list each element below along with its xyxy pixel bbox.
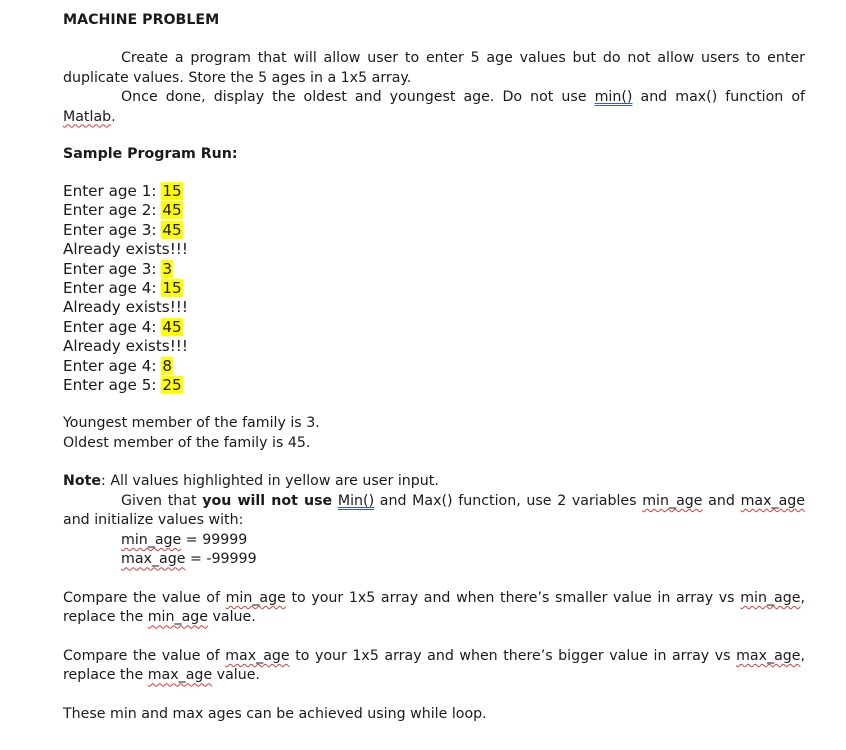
note-text: and Max() function, use 2 variables <box>374 492 643 509</box>
run-prompt: Enter age 3: <box>63 259 162 278</box>
run-line <box>63 279 805 298</box>
note-text: and initialize values with: <box>63 512 244 529</box>
note-emphasis: you will not use <box>202 492 333 509</box>
run-prompt: Enter age 1: <box>63 182 162 200</box>
min-age-term: min_age <box>225 589 286 606</box>
max-age-term: max_age <box>121 551 186 568</box>
run-prompt: Enter age 2: <box>63 201 162 220</box>
matlab-term: Matlab <box>63 108 112 125</box>
intro-paragraph-2 <box>63 88 805 127</box>
run-message: Already exists!!! <box>63 240 188 259</box>
user-input: 45 <box>162 317 182 336</box>
init-min-line <box>121 531 805 551</box>
note-label: Note <box>63 473 102 490</box>
run-line <box>63 357 805 376</box>
intro-paragraph-1: Create a program that will allow user to enter 5 age values but do not allow users to enter duplicate values. Store the 5 ages in a 1x5 array. <box>63 50 805 86</box>
max-age-term: max_age <box>225 647 290 664</box>
sample-run-block <box>63 182 805 395</box>
user-input: 3 <box>162 259 172 278</box>
closing-line: These min and max ages can be achieved using while loop. <box>63 705 487 722</box>
init-min-value: = 99999 <box>181 531 248 548</box>
user-input: 15 <box>162 182 182 200</box>
run-line <box>63 221 805 240</box>
init-max-line <box>121 550 805 570</box>
max-age-term: max_age <box>740 492 805 509</box>
min-age-term: min_age <box>740 589 801 606</box>
run-line <box>63 298 805 317</box>
user-input: 15 <box>162 278 182 297</box>
run-line <box>63 182 805 201</box>
spacer <box>63 686 805 705</box>
min-age-term: min_age <box>147 609 209 626</box>
run-prompt: Enter age 4: <box>63 278 162 297</box>
body-text: Compare the value of <box>63 589 226 606</box>
compare-max-paragraph <box>63 647 805 686</box>
run-line <box>63 260 805 279</box>
spacer <box>63 453 805 472</box>
note-text: and <box>702 492 741 509</box>
user-input: 8 <box>162 356 172 375</box>
run-line <box>63 201 805 220</box>
note-given-paragraph <box>63 492 805 531</box>
spacer <box>63 570 805 589</box>
init-values-block <box>63 531 805 570</box>
document-page <box>63 10 805 724</box>
min-function-term: min() <box>594 89 633 105</box>
spacer <box>63 395 805 414</box>
document-heading: MACHINE PROBLEM <box>63 12 220 28</box>
user-input: 25 <box>162 375 182 394</box>
min-age-term: min_age <box>121 531 182 548</box>
intro-text: . <box>111 108 116 125</box>
body-text: , replace the <box>63 647 806 684</box>
spacer <box>63 30 805 49</box>
init-max-value: = -99999 <box>185 551 257 568</box>
run-line <box>63 318 805 337</box>
body-text: value. <box>208 609 256 626</box>
user-input: 45 <box>162 201 182 220</box>
run-prompt: Enter age 5: <box>63 375 162 394</box>
run-prompt: Enter age 4: <box>63 356 162 375</box>
run-message: Already exists!!! <box>63 298 188 317</box>
spacer <box>63 164 805 182</box>
body-text: to your 1x5 array and when there’s bigger value in array vs <box>289 647 737 664</box>
note-line <box>63 472 805 492</box>
run-line <box>63 337 805 356</box>
spacer <box>63 127 805 144</box>
note-text: Given that <box>121 492 203 509</box>
youngest-result: Youngest member of the family is 3. <box>63 415 320 432</box>
min-function-term: Min() <box>337 492 375 509</box>
run-line <box>63 376 805 395</box>
spacer <box>63 628 805 647</box>
run-prompt: Enter age 3: <box>63 220 162 239</box>
max-age-term: max_age <box>147 667 213 684</box>
body-text: to your 1x5 array and when there’s smaller value in array vs <box>285 589 741 606</box>
max-age-term: max_age <box>736 647 801 664</box>
body-text: value. <box>212 667 260 684</box>
sample-run-heading: Sample Program Run: <box>63 146 238 162</box>
min-age-term: min_age <box>642 492 703 509</box>
run-prompt: Enter age 4: <box>63 317 162 336</box>
body-text: , replace the <box>63 589 805 626</box>
note-text: : All values highlighted in yellow are user input. <box>101 473 439 490</box>
oldest-result: Oldest member of the family is 45. <box>63 434 311 451</box>
user-input: 45 <box>162 220 182 239</box>
body-text: Compare the value of <box>63 647 226 664</box>
run-line <box>63 240 805 259</box>
run-message: Already exists!!! <box>63 337 188 356</box>
compare-min-paragraph <box>63 589 805 628</box>
intro-text: and max() function of <box>632 89 805 105</box>
intro-text: Once done, display the oldest and youngest age. Do not use <box>121 89 595 105</box>
